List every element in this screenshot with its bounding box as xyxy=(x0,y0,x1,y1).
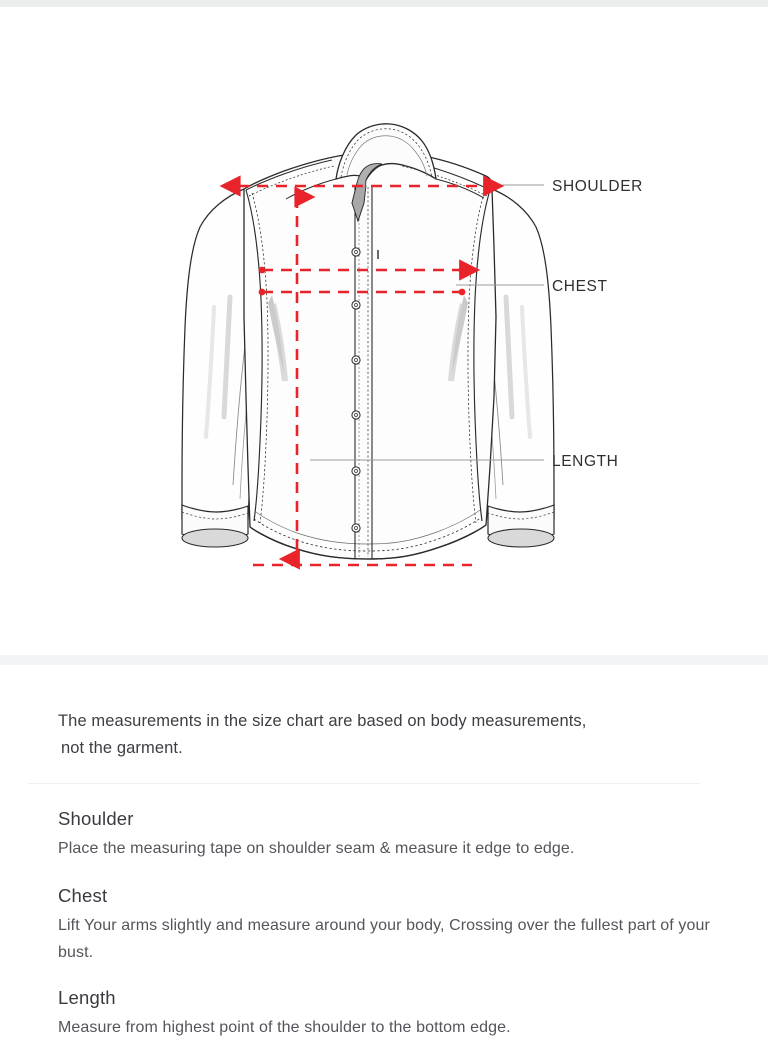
section-title-shoulder: Shoulder xyxy=(58,808,134,829)
measurement-instructions-panel xyxy=(0,665,768,1038)
section-separator-band xyxy=(0,655,768,665)
section-title-chest: Chest xyxy=(58,885,108,906)
intro-note xyxy=(58,708,718,762)
instruction-section-shoulder xyxy=(58,807,738,862)
shirt-diagram-svg xyxy=(0,7,768,655)
top-accent-band xyxy=(0,0,768,7)
intro-note-line-1: The measurements in the size chart are based on body measurements, xyxy=(58,712,587,730)
section-body-length: Measure from highest point of the shoulder to the bottom edge. xyxy=(58,1019,511,1036)
intro-note-line-2: not the garment. xyxy=(61,739,183,757)
section-title-length: Length xyxy=(58,987,116,1008)
section-body-chest: Lift Your arms slightly and measure around your body, Crossing over the fullest part of your bust. xyxy=(58,917,710,961)
section-divider xyxy=(28,783,700,784)
shirt-illustration xyxy=(182,124,554,565)
instruction-section-length xyxy=(58,986,738,1041)
label-chest: CHEST xyxy=(552,278,608,295)
instruction-section-chest xyxy=(58,884,738,966)
shirt-body xyxy=(244,124,496,559)
measurement-diagram-panel xyxy=(0,7,768,655)
label-shoulder: SHOULDER xyxy=(552,178,643,195)
label-length: LENGTH xyxy=(552,453,619,470)
section-body-shoulder: Place the measuring tape on shoulder seam & measure it edge to edge. xyxy=(58,840,575,857)
